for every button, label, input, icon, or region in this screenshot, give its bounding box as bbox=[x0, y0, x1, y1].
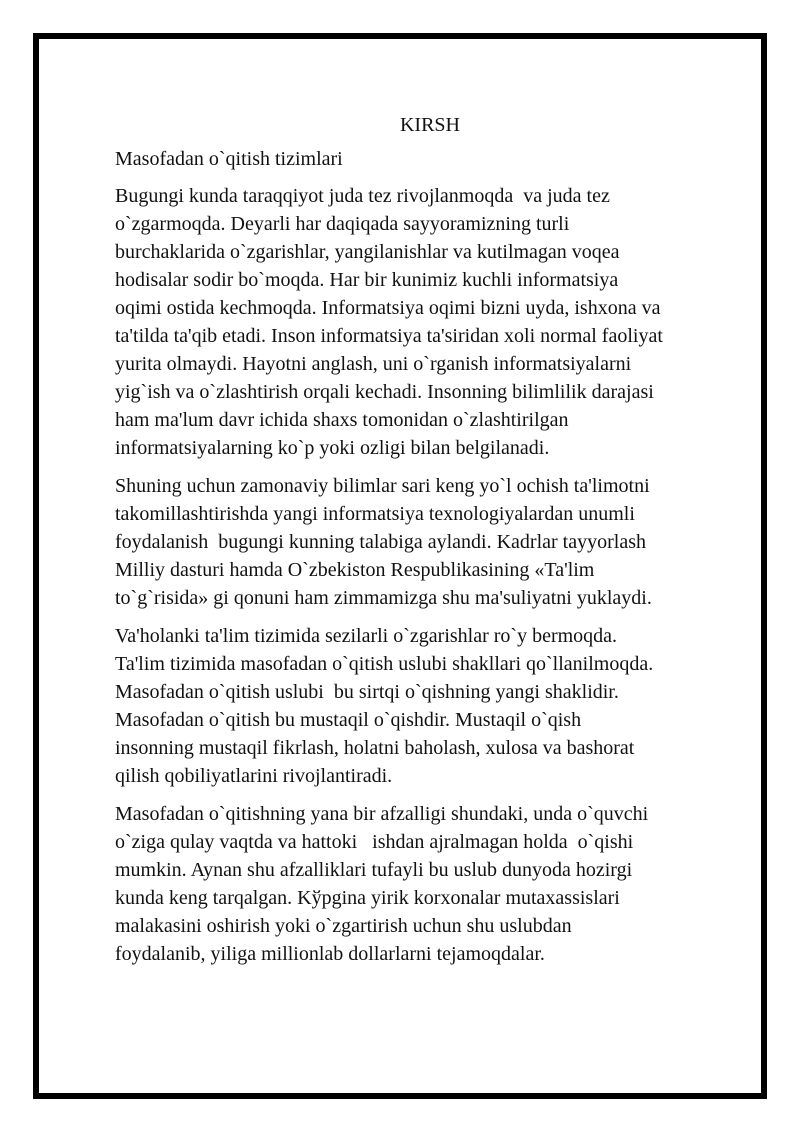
text-line: malakasini oshirish yoki o`zgartirish uchun shu uslubdan bbox=[115, 915, 572, 937]
document-body bbox=[115, 111, 760, 978]
text-line: qilish qobiliyatlarini rivojlantiradi. bbox=[115, 765, 393, 787]
text-line: Shuning uchun zamonaviy bilimlar sari keng yo`l ochish ta'limotni bbox=[115, 475, 650, 497]
paragraph-3 bbox=[115, 622, 760, 790]
document-title: KIRSH bbox=[399, 114, 460, 136]
text-line: o`zgarmoqda. Deyarli har daqiqada sayyoramizning turli bbox=[115, 213, 570, 235]
paragraph-2 bbox=[115, 472, 760, 612]
text-line: o`ziga qulay vaqtda va hattoki ishdan ajralmagan holda o`qishi bbox=[115, 831, 634, 853]
text-line: Masofadan o`qitishning yana bir afzalligi shundaki, unda o`quvchi bbox=[115, 803, 649, 825]
text-line: foydalanish bugungi kunning talabiga aylandi. Kadrlar tayyorlash bbox=[115, 531, 646, 553]
text-line: to`g`risida» gi qonuni ham zimmamizga shu ma'suliyatni yuklaydi. bbox=[115, 587, 652, 609]
document-subtitle: Masofadan o`qitish tizimlari bbox=[115, 148, 343, 170]
text-line: ta'tilda ta'qib etadi. Inson informatsiya ta'siridan xoli normal faoliyat bbox=[115, 325, 663, 347]
text-line: foydalanib, yiliga millionlab dollarlarni tejamoqdalar. bbox=[115, 943, 545, 965]
text-line: Masofadan o`qitish bu mustaqil o`qishdir. Mustaqil o`qish bbox=[115, 709, 582, 731]
text-line: mumkin. Aynan shu afzalliklari tufayli bu uslub dunyoda hozirgi bbox=[115, 859, 633, 881]
text-line: takomillashtirishda yangi informatsiya texnologiyalardan unumli bbox=[115, 503, 635, 525]
text-line: oqimi ostida kechmoqda. Informatsiya oqimi bizni uyda, ishxona va bbox=[115, 297, 661, 319]
text-line: Bugungi kunda taraqqiyot juda tez rivojlanmoqda va juda tez bbox=[115, 185, 610, 207]
text-line: burchaklarida o`zgarishlar, yangilanishlar va kutilmagan voqea bbox=[115, 241, 620, 263]
text-line: kunda keng tarqalgan. Kўpgina yirik korxonalar mutaxassislari bbox=[115, 887, 620, 909]
paragraph-4 bbox=[115, 800, 760, 968]
text-line: Ta'lim tizimida masofadan o`qitish uslubi shakllari qo`llanilmoqda. bbox=[115, 653, 654, 675]
text-line: Va'holanki ta'lim tizimida sezilarli o`zgarishlar ro`y bermoqda. bbox=[115, 625, 618, 647]
text-line: yig`ish va o`zlashtirish orqali kechadi. Insonning bilimlilik darajasi bbox=[115, 381, 654, 403]
text-line: ham ma'lum davr ichida shaxs tomonidan o`zlashtirilgan bbox=[115, 409, 569, 431]
text-line: hodisalar sodir bo`moqda. Har bir kunimiz kuchli informatsiya bbox=[115, 269, 619, 291]
text-line: informatsiyalarning ko`p yoki ozligi bilan belgilanadi. bbox=[115, 437, 550, 459]
text-line: insonning mustaqil fikrlash, holatni baholash, xulosa va bashorat bbox=[115, 737, 635, 759]
text-line: Milliy dasturi hamda O`zbekiston Respublikasining «Ta'lim bbox=[115, 559, 595, 581]
paragraph-1 bbox=[115, 182, 760, 462]
text-line: Masofadan o`qitish uslubi bu sirtqi o`qishning yangi shaklidir. bbox=[115, 681, 619, 703]
text-line: yurita olmaydi. Hayotni anglash, uni o`rganish informatsiyalarni bbox=[115, 353, 632, 375]
